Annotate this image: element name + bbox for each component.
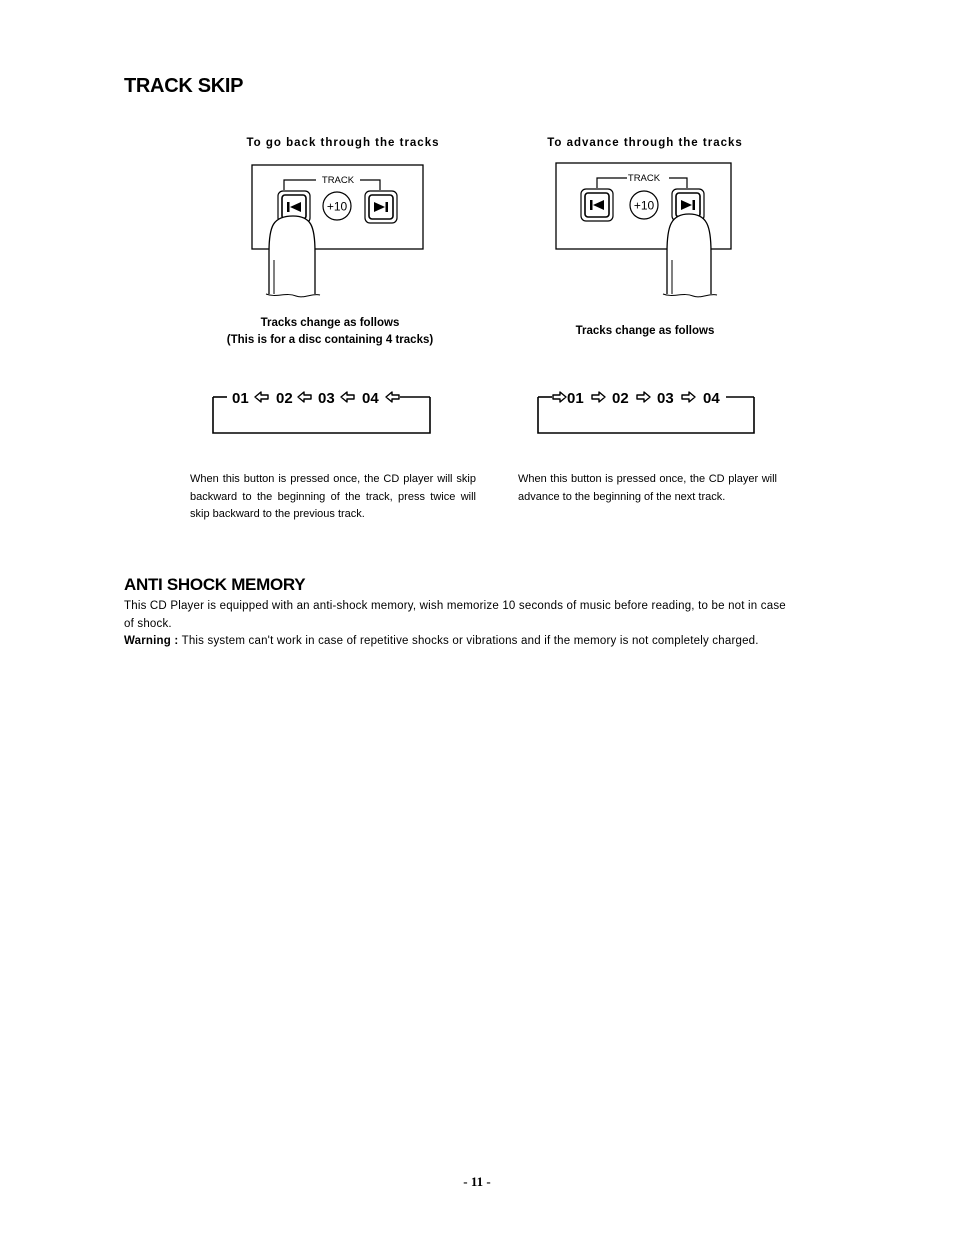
track-number: 01 (567, 390, 584, 407)
arrow-right-icon (637, 392, 650, 402)
track-number: 04 (703, 390, 720, 407)
track-display-back (210, 384, 435, 438)
track-display-advance (534, 384, 759, 438)
section-title: ANTI SHOCK MEMORY (124, 575, 306, 594)
track-number: 01 (232, 390, 249, 407)
warning-label: Warning : (124, 635, 179, 647)
tracks-change-line1: Tracks change as follows (260, 317, 400, 329)
track-advance-illustration (545, 158, 740, 302)
warning-paragraph (124, 633, 804, 651)
track-bracket (284, 175, 380, 190)
track-number: 02 (612, 390, 629, 407)
tracks-change-back (200, 315, 460, 349)
page-number: - 11 - (463, 1174, 491, 1189)
arrow-left-icon (386, 392, 399, 402)
track-number: 02 (276, 390, 293, 407)
tracks-change-advance: Tracks change as follows (575, 325, 715, 337)
track-number: 04 (362, 390, 379, 407)
anti-shock-body: This CD Player is equipped with an anti-shock memory, wish memorize 10 seconds of music before reading, to be not in case of shock. (124, 600, 786, 630)
arrow-left-icon (298, 392, 311, 402)
arrow-right-icon (592, 392, 605, 402)
plus10-label: +10 (326, 199, 348, 214)
finger-icon (266, 216, 320, 297)
arrow-right-icon (553, 392, 566, 402)
prev-button-icon (581, 189, 613, 221)
arrow-left-icon (255, 392, 268, 402)
plus10-label: +10 (633, 198, 655, 213)
track-bracket (597, 173, 687, 188)
arrow-left-icon (341, 392, 354, 402)
finger-icon (663, 214, 717, 297)
caption-advance: To advance through the tracks (547, 137, 743, 149)
plus10-button-icon (630, 191, 658, 219)
arrow-right-icon (682, 392, 695, 402)
description-advance: When this button is pressed once, the CD player will advance to the beginning of the next track. (518, 473, 777, 503)
page-title: TRACK SKIP (124, 75, 244, 97)
track-label: TRACK (321, 175, 355, 186)
track-number: 03 (657, 390, 674, 407)
tracks-change-line2: (This is for a disc containing 4 tracks) (226, 334, 434, 346)
track-number: 03 (318, 390, 335, 407)
track-back-illustration (240, 160, 430, 302)
next-button-icon (365, 191, 397, 223)
warning-text: This system can't work in case of repetitive shocks or vibrations and if the memory is not completely charged. (178, 635, 759, 647)
caption-back: To go back through the tracks (246, 137, 440, 149)
track-label: TRACK (627, 173, 661, 184)
plus10-button-icon (323, 192, 351, 220)
description-back: When this button is pressed once, the CD player will skip backward to the beginning of the track, press twice will skip backward to the previous track. (190, 473, 476, 520)
